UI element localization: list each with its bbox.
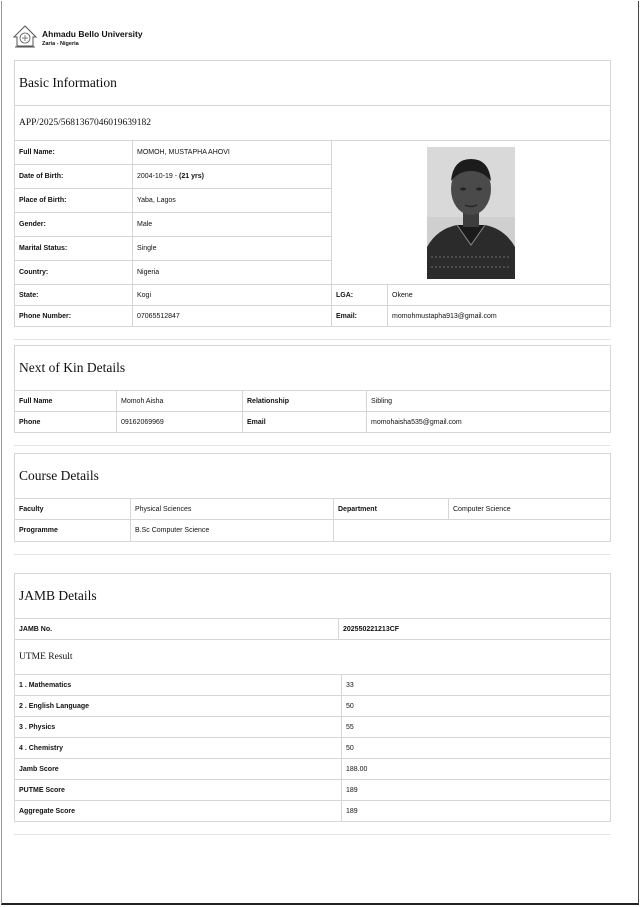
kin-name-label: Full Name [15,391,117,412]
jamb-score-value: 188.00 [342,759,611,780]
lga-label: LGA: [332,285,388,306]
pob-label: Place of Birth: [15,189,133,213]
email-label: Email: [332,306,388,327]
kin-email-label: Email [243,412,367,433]
section-title: Basic Information [14,60,611,105]
table-row [15,391,611,412]
table-row [15,306,611,327]
marital-label: Marital Status: [15,237,133,261]
kin-table [14,390,611,433]
table-row [15,759,611,780]
table-row [15,499,611,520]
country-value: Nigeria [133,261,332,285]
subject-label: 2 . English Language [15,696,342,717]
jamb-number-table [14,618,611,640]
putme-score-value: 189 [342,780,611,801]
programme-value: B.Sc Computer Science [131,520,334,542]
subject-score: 50 [342,696,611,717]
subject-label: 3 . Physics [15,717,342,738]
kin-phone-value: 09162069969 [117,412,243,433]
table-row [15,520,611,542]
section-divider [14,433,611,446]
programme-label: Programme [15,520,131,542]
utme-table [14,674,611,822]
utme-result-title: UTME Result [14,640,611,674]
course-section [14,453,611,555]
kin-name-value: Momoh Aisha [117,391,243,412]
phone-value: 07065512847 [133,306,332,327]
full-name-value: MOMOH, MUSTAPHA AHOVI [133,141,332,165]
jamb-section [14,573,611,835]
section-divider [14,327,611,340]
kin-relationship-value: Sibling [367,391,611,412]
table-row [15,717,611,738]
table-row [15,696,611,717]
basic-info-section [14,60,611,340]
header [12,25,143,49]
section-title: Course Details [14,453,611,498]
university-logo [12,25,38,49]
dob-label: Date of Birth: [15,165,133,189]
faculty-value: Physical Sciences [131,499,334,520]
lga-value: Okene [388,285,611,306]
department-label: Department [334,499,449,520]
kin-email-value: momohaisha535@gmail.com [367,412,611,433]
section-divider [14,542,611,555]
faculty-label: Faculty [15,499,131,520]
department-value: Computer Science [449,499,611,520]
pob-value: Yaba, Lagos [133,189,332,213]
marital-value: Single [133,237,332,261]
table-row [15,285,611,306]
next-of-kin-section [14,345,611,446]
course-table [14,498,611,542]
full-name-label: Full Name: [15,141,133,165]
jamb-score-label: Jamb Score [15,759,342,780]
putme-score-label: PUTME Score [15,780,342,801]
email-value: momohmustapha913@gmail.com [388,306,611,327]
subject-score: 50 [342,738,611,759]
jamb-number-value: 202550221213CF [339,619,611,640]
section-title: Next of Kin Details [14,345,611,390]
age-value: (21 yrs) [179,173,204,180]
section-divider [14,822,611,835]
passport-photo [427,147,515,279]
state-value: Kogi [133,285,332,306]
aggregate-score-value: 189 [342,801,611,822]
table-row [15,619,611,640]
university-name: Ahmadu Bello University [42,29,143,39]
table-row [15,412,611,433]
kin-relationship-label: Relationship [243,391,367,412]
subject-label: 4 . Chemistry [15,738,342,759]
subject-label: 1 . Mathematics [15,675,342,696]
application-number: APP/2025/5681367046019639182 [14,105,611,140]
subject-score: 55 [342,717,611,738]
country-label: Country: [15,261,133,285]
subject-score: 33 [342,675,611,696]
basic-info-table [14,140,611,327]
phone-label: Phone Number: [15,306,133,327]
dob-value [133,165,332,189]
state-label: State: [15,285,133,306]
table-row [15,141,611,165]
gender-value: Male [133,213,332,237]
section-title: JAMB Details [14,573,611,618]
jamb-number-label: JAMB No. [15,619,339,640]
table-row [15,801,611,822]
gender-label: Gender: [15,213,133,237]
dob-date: 2004-10-19 - [137,173,180,180]
empty-cell [334,520,611,542]
kin-phone-label: Phone [15,412,117,433]
aggregate-score-label: Aggregate Score [15,801,342,822]
photo-cell [332,141,611,285]
table-row [15,675,611,696]
table-row [15,780,611,801]
university-location: Zaria - Nigeria [42,41,79,47]
table-row [15,738,611,759]
